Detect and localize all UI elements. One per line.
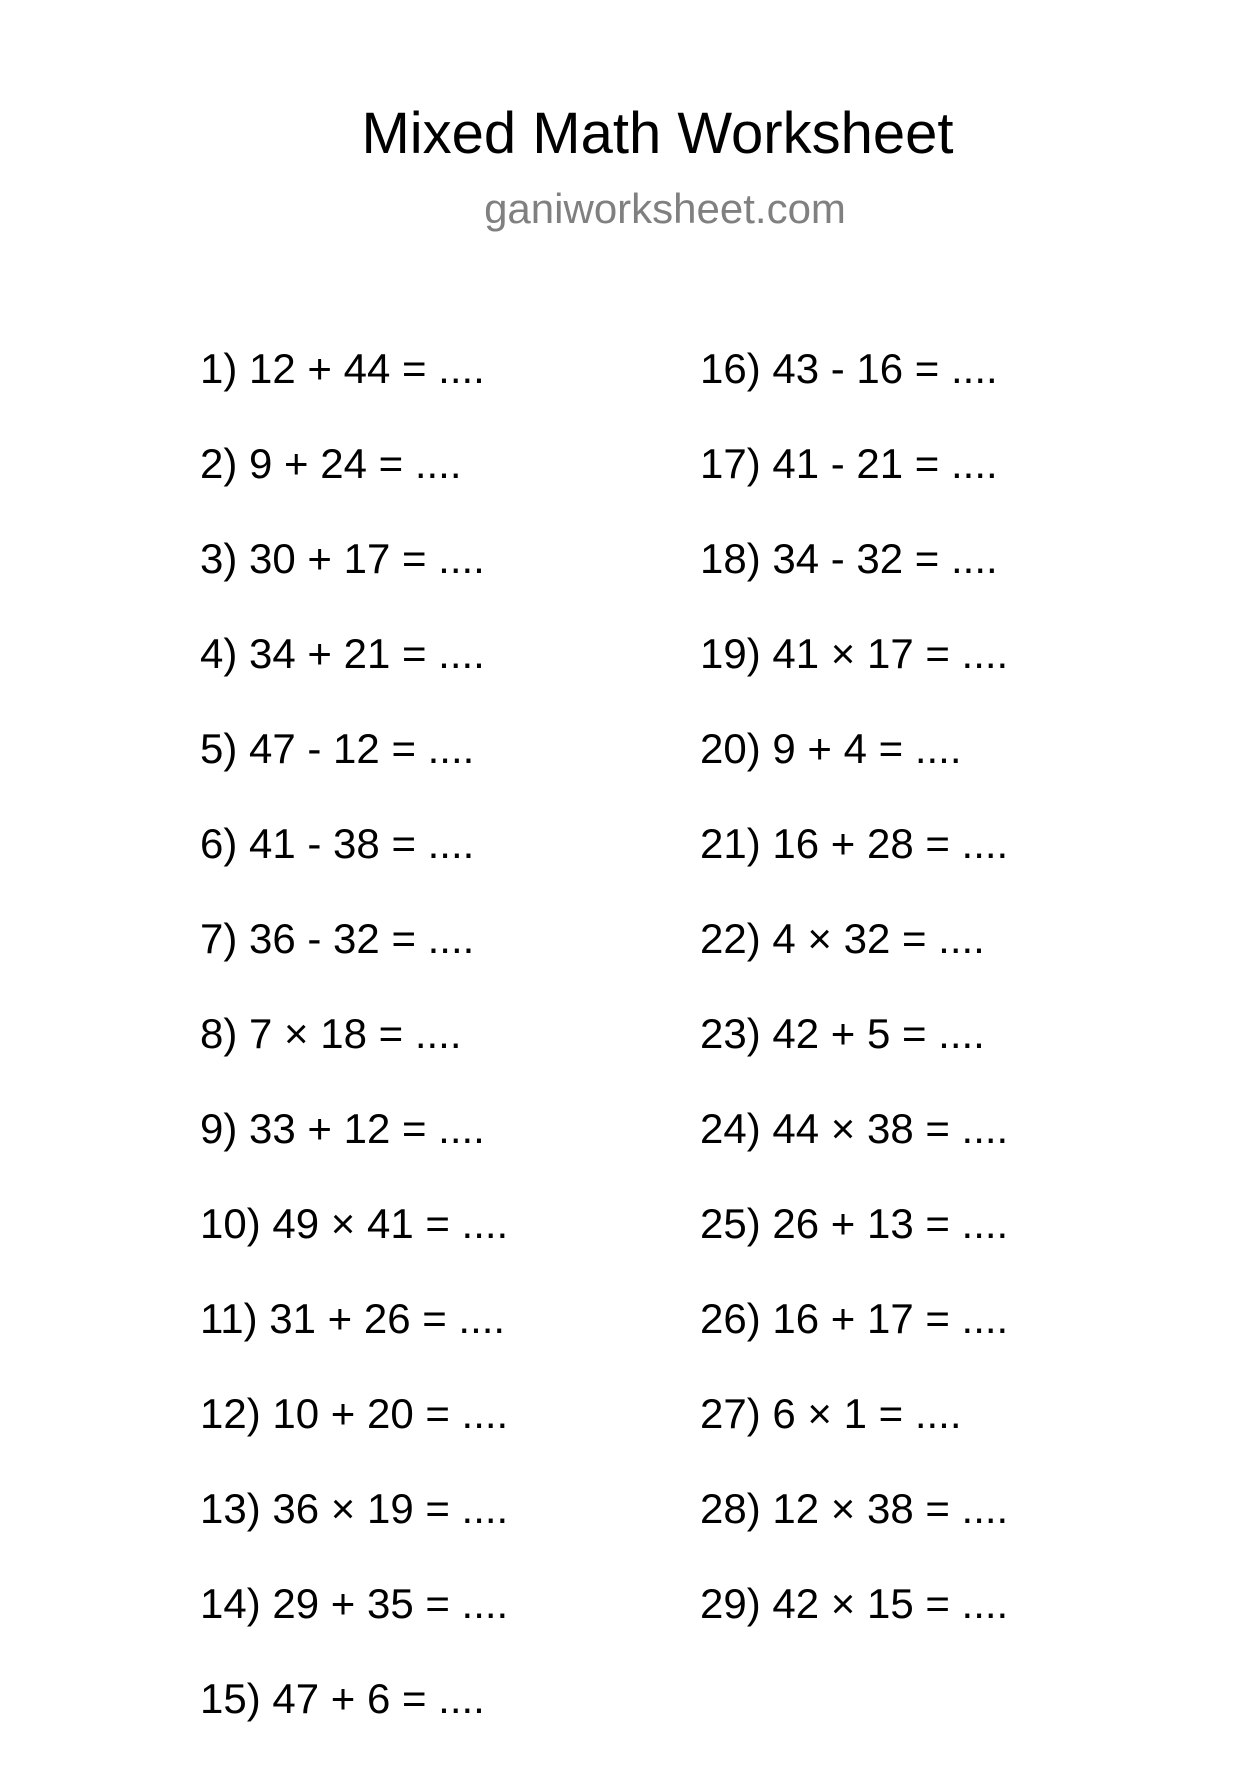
- problem-item: 11) 31 + 26 = ....: [200, 1295, 506, 1342]
- problem-item: 12) 10 + 20 = ....: [200, 1390, 509, 1437]
- problem-item: 17) 41 - 21 = ....: [700, 440, 998, 487]
- problem-item: 4) 34 + 21 = ....: [200, 630, 485, 677]
- problem-item: 23) 42 + 5 = ....: [700, 1010, 985, 1057]
- problem-item: 6) 41 - 38 = ....: [200, 820, 475, 867]
- problem-item: 3) 30 + 17 = ....: [200, 535, 485, 582]
- problem-item: 26) 16 + 17 = ....: [700, 1295, 1009, 1342]
- problem-item: 8) 7 × 18 = ....: [200, 1010, 462, 1057]
- problem-item: 2) 9 + 24 = ....: [200, 440, 462, 487]
- problem-item: 16) 43 - 16 = ....: [700, 345, 998, 392]
- worksheet-title: Mixed Math Worksheet: [361, 101, 954, 166]
- problem-item: 13) 36 × 19 = ....: [200, 1485, 509, 1532]
- problem-item: 1) 12 + 44 = ....: [200, 345, 485, 392]
- problem-item: 19) 41 × 17 = ....: [700, 630, 1009, 677]
- problem-item: 29) 42 × 15 = ....: [700, 1580, 1009, 1627]
- problem-column-left: [200, 345, 508, 1770]
- problem-item: 27) 6 × 1 = ....: [700, 1390, 962, 1437]
- website-label: ganiworksheet.com: [484, 185, 846, 232]
- problem-item: 15) 47 + 6 = ....: [200, 1675, 485, 1722]
- problem-item: 10) 49 × 41 = ....: [200, 1200, 509, 1247]
- problem-item: 22) 4 × 32 = ....: [700, 915, 985, 962]
- problem-item: 9) 33 + 12 = ....: [200, 1105, 485, 1152]
- problem-item: 7) 36 - 32 = ....: [200, 915, 475, 962]
- problem-item: 5) 47 - 12 = ....: [200, 725, 475, 772]
- problem-item: 18) 34 - 32 = ....: [700, 535, 998, 582]
- problem-item: 24) 44 × 38 = ....: [700, 1105, 1009, 1152]
- problem-item: 25) 26 + 13 = ....: [700, 1200, 1009, 1247]
- problem-column-right: [700, 345, 1008, 1675]
- problem-item: 20) 9 + 4 = ....: [700, 725, 962, 772]
- problem-item: 14) 29 + 35 = ....: [200, 1580, 509, 1627]
- problem-item: 21) 16 + 28 = ....: [700, 820, 1009, 867]
- problem-item: 28) 12 × 38 = ....: [700, 1485, 1009, 1532]
